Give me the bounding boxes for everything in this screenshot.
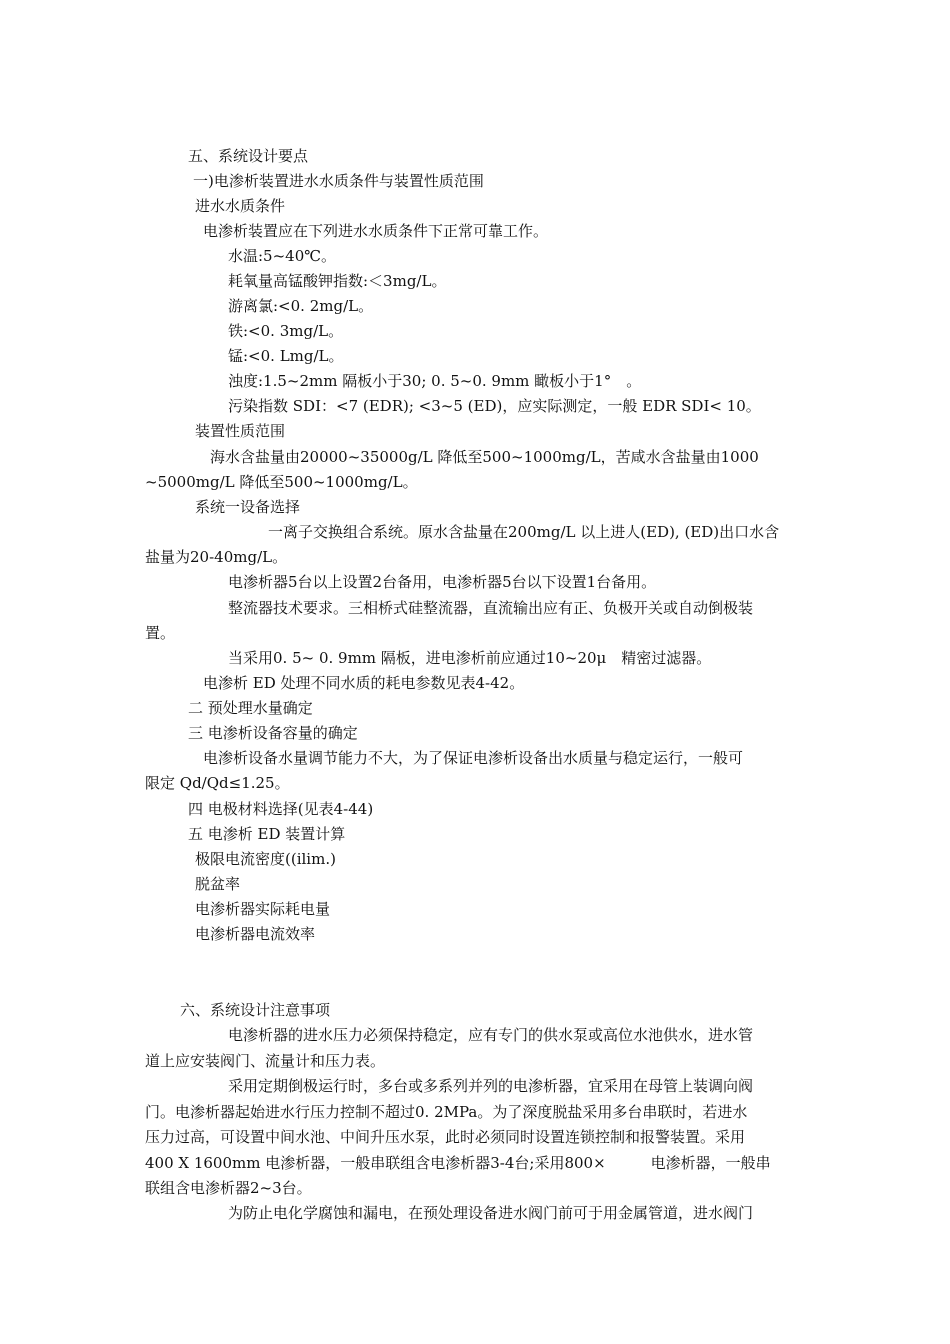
selection-line-2: 盐量为20-40mg/L。 <box>145 548 288 566</box>
power-table-note: 电渗析 ED 处理不同水质的耗电参数见表4-42。 <box>203 674 525 692</box>
paragraph-inlet-pressure <box>145 1023 805 1074</box>
equipment-selection-heading: 系统一设备选择 <box>195 498 301 516</box>
paragraph-corrosion <box>145 1201 805 1227</box>
condition-item: 锰:<0. Lmg/L。 <box>228 347 344 365</box>
paragraph-reverse-polarity <box>145 1074 805 1202</box>
paragraph-line: 400 X 1600mm 电渗析器，一般串联组含电渗析器3-4台;采用800× 电渗析器，一般串 <box>145 1153 771 1172</box>
filter-note: 当采用0. 5~ 0. 9mm 隔板，进电渗析前应通过10~20μ 精密过滤器。 <box>228 649 712 667</box>
paragraph-line: 压力过高，可设置中间水池、中间升压水泵，此时必须同时设置连锁控制和报警装置。采用 <box>145 1128 746 1146</box>
condition-item: 耗氧量高锰酸钾指数:＜3mg/L。 <box>228 272 447 290</box>
paragraph-line: 联组含电渗析器2~3台。 <box>145 1179 312 1197</box>
inwater-heading: 进水水质条件 <box>195 197 286 215</box>
rectifier-line-1: 整流器技术要求。三相桥式硅整流器，直流输出应有正、负极开关或自动倒极装 <box>228 599 754 617</box>
range-heading: 装置性质范围 <box>195 422 286 440</box>
capacity-line-2: 限定 Qd/Qd≤1.25。 <box>145 774 290 792</box>
calc-item: 极限电流密度((ilim.) <box>195 850 336 868</box>
calc-item: 电渗析器电流效率 <box>195 925 316 943</box>
inwater-intro: 电渗析装置应在下列进水水质条件下正常可靠工作。 <box>203 222 549 240</box>
range-line-1: 海水含盐量由20000~35000g/L 降低至500~1000mg/L，苦咸水含盐量由1000 <box>210 448 759 466</box>
calc-item: 脱盆率 <box>195 875 241 893</box>
condition-item: 污染指数 SDI：<7 (EDR); <3~5 (ED)，应实际测定，一般 EDR SDI< 10。 <box>228 397 761 415</box>
subsection-4-title: 四 电极材料选择(见表4-44) <box>188 800 374 818</box>
subsection-3-title: 三 电渗析设备容量的确定 <box>188 724 358 742</box>
backup-note: 电渗析器5台以上设置2台备用，电渗析器5台以下设置1台备用。 <box>228 573 657 591</box>
section-6-title: 六、系统设计注意事项 <box>180 1001 331 1019</box>
condition-item: 浊度:1.5~2mm 隔板小于30; 0. 5~0. 9mm 瞰板小于1° 。 <box>228 372 642 390</box>
paragraph-line: 采用定期倒极运行时，多台或多系列并列的电渗析器，宜采用在母管上装调向阀 <box>228 1077 754 1095</box>
paragraph-line: 电渗析器的进水压力必须保持稳定，应有专门的供水泵或高位水池供水，进水管 <box>228 1026 754 1044</box>
rectifier-line-2: 置。 <box>145 624 176 642</box>
calc-item: 电渗析器实际耗电量 <box>195 900 331 918</box>
paragraph-line: 道上应安装阀门、流量计和压力表。 <box>145 1051 386 1070</box>
paragraph-line: 为防止电化学腐蚀和漏电，在预处理设备进水阀门前可于用金属管道，进水阀门 <box>228 1204 754 1222</box>
section-5-title: 五、系统设计要点 <box>188 147 309 165</box>
subsection-5-title: 五 电渗析 ED 装置计算 <box>188 825 346 843</box>
condition-item: 铁:<0. 3mg/L。 <box>228 322 344 340</box>
selection-line-1: 一离子交换组合系统。原水含盐量在200mg/L 以上进人(ED), (ED)出口水含 <box>268 523 780 541</box>
subsection-2-title: 二 预处理水量确定 <box>188 699 313 717</box>
subsection-1-title: 一)电渗析装置进水水质条件与装置性质范围 <box>193 172 484 190</box>
condition-item: 游离氯:<0. 2mg/L。 <box>228 297 374 315</box>
capacity-line-1: 电渗析设备水量调节能力不大，为了保证电渗析设备出水质量与稳定运行，一般可 <box>203 749 744 767</box>
range-line-2: ~5000mg/L 降低至500~1000mg/L。 <box>145 473 418 491</box>
paragraph-line: 门。电渗析器起始进水行压力控制不超过0. 2MPa。为了深度脱盐采用多台串联时，若进水 <box>145 1102 748 1121</box>
condition-item: 水温:5~40℃。 <box>228 247 337 265</box>
